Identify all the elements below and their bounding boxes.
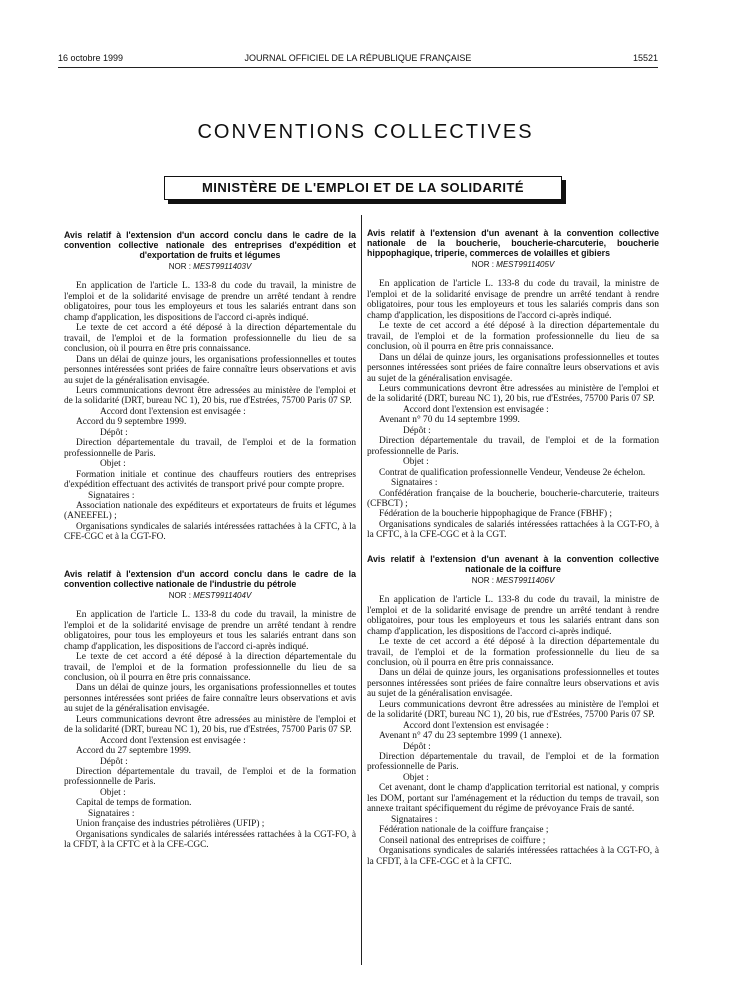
column-divider	[361, 215, 362, 965]
nor-label: NOR :	[471, 260, 494, 269]
accord-value: Accord du 9 septembre 1999.	[76, 417, 187, 428]
nor-reference	[367, 260, 659, 270]
nor-label: NOR :	[168, 262, 191, 271]
nor-reference	[64, 262, 356, 272]
paragraph: En application de l'article L. 133-8 du code du travail, la ministre de l'emploi et de la solidarité envisage de prendre un arrêté tendant à rendre obligatoires, pour tous les employeurs et tous les salariés entrant dans son champ d'application, les dispositions de l'accord ci-après indiqué.	[367, 595, 659, 637]
objet-value: Formation initiale et continue des chauffeurs routiers des entreprises d'expédition effectuant des activités de transport privé pour compte propre.	[64, 469, 356, 491]
paragraph: Dans un délai de quinze jours, les organisations professionnelles et toutes personnes intéressées sont priées de faire connaître leurs observations et avis au sujet de la généralisation envisagée.	[367, 668, 659, 700]
paragraph: Dans un délai de quinze jours, les organisations professionnelles et toutes personnes intéressées sont priées de faire connaître leurs observations et avis au sujet de la généralisation envisagée.	[367, 352, 659, 384]
accord-label: Accord dont l'extension est envisagée :	[100, 406, 246, 417]
depot-label: Dépôt :	[403, 425, 431, 436]
objet-label: Objet :	[100, 459, 126, 470]
paragraph: Leurs communications devront être adressées au ministère de l'emploi et de la solidarité (DRT, bureau NC 1), 20 bis, rue d'Estrées, 75700 Paris 07 SP.	[367, 699, 659, 721]
journal-name: JOURNAL OFFICIEL DE LA RÉPUBLIQUE FRANÇAISE	[244, 53, 472, 63]
issue-date: 16 octobre 1999	[58, 53, 124, 63]
signataire: Union française des industries pétrolières (UFIP) ;	[76, 819, 265, 830]
paragraph: Le texte de cet accord a été déposé à la direction départementale du travail, de l'emploi et de la formation professionnelle du lieu de sa conclusion, où il pourra en être pris connaissance.	[64, 652, 356, 683]
depot-value: Direction départementale du travail, de l'emploi et de la formation professionnelle de Paris.	[367, 436, 659, 457]
paragraph: En application de l'article L. 133-8 du code du travail, la ministre de l'emploi et de la solidarité envisage de prendre un arrêté tendant à rendre obligatoires, pour tous les employeurs et tous les salariés compris dans son champ d'application, les dispositions de l'accord ci-après indiqué.	[367, 279, 659, 321]
signataires-label: Signataires :	[391, 814, 438, 825]
objet-label: Objet :	[403, 457, 429, 468]
depot-value: Direction départementale du travail, de l'emploi et de la formation professionnelle de Paris.	[64, 767, 356, 788]
section-title: CONVENTIONS COLLECTIVES	[197, 121, 534, 143]
signataire: Fédération nationale de la coiffure française ;	[379, 825, 549, 836]
accord-label: Accord dont l'extension est envisagée :	[100, 735, 246, 746]
nor-reference	[64, 591, 356, 601]
nor-code: MEST9911405V	[496, 260, 555, 269]
notice	[367, 554, 659, 867]
signataire: Organisations syndicales de salariés intéressées rattachées à la CGT-FO, à la CFTC, à la CFE-CGC et à la CGT.	[367, 519, 659, 541]
depot-label: Dépôt :	[100, 756, 128, 767]
paragraph: Dans un délai de quinze jours, les organisations professionnelles et toutes personnes intéressées sont priées de faire connaître leurs observations et avis au sujet de la généralisation envisagée.	[64, 683, 356, 715]
objet-value: Contrat de qualification professionnelle Vendeur, Vendeuse 2e échelon.	[379, 467, 646, 478]
paragraph: Le texte de cet accord a été déposé à la direction départementale du travail, de l'emploi et de la formation professionnelle du lieu de sa conclusion, où il pourra en être pris connaissance.	[367, 637, 659, 668]
signataire: Organisations syndicales de salariés intéressées rattachées à la CFTC, à la CFE-CGC et à la CGT-FO.	[64, 521, 356, 543]
notice-title: Avis relatif à l'extension d'un avenant à la convention collective nationale de la coiffure	[367, 553, 659, 574]
page-number: 15521	[632, 53, 658, 63]
nor-code: MEST9911406V	[496, 575, 555, 585]
notice-title: Avis relatif à l'extension d'un accord conclu dans le cadre de la convention collective nationale de l'industrie du pétrole	[64, 568, 356, 589]
right-column	[367, 228, 659, 867]
accord-label: Accord dont l'extension est envisagée :	[403, 720, 549, 731]
signataire: Association nationale des expéditeurs et exportateurs de fruits et légumes (ANEEFEL) ;	[64, 500, 356, 522]
nor-label: NOR :	[168, 590, 191, 600]
signataire: Conseil national des entreprises de coiffure ;	[379, 835, 546, 846]
signataires-label: Signataires :	[391, 478, 438, 489]
nor-code: MEST9911404V	[193, 590, 252, 600]
signataire: Confédération française de la boucherie, boucherie-charcuterie, traiteurs (CFBCT) ;	[367, 488, 659, 509]
notice	[64, 230, 356, 543]
accord-value: Accord du 27 septembre 1999.	[76, 746, 191, 757]
paragraph: Leurs communications devront être adressées au ministère de l'emploi et de la solidarité (DRT, bureau NC 1), 20 bis, rue d'Estrées, 75700 Paris 07 SP.	[367, 383, 659, 405]
signataire: Fédération de la boucherie hippophagique de France (FBHF) ;	[379, 509, 613, 520]
signataire: Organisations syndicales de salariés intéressées rattachées à la CGT-FO, à la CFDT, à la CFE-CGC et à la CFTC.	[367, 846, 659, 867]
paragraph: Dans un délai de quinze jours, les organisations professionnelles et toutes personnes intéressées sont priées de faire connaître leurs observations et avis au sujet de la généralisation envisagée.	[64, 354, 356, 386]
nor-reference	[367, 576, 659, 586]
accord-value: Avenant n° 70 du 14 septembre 1999.	[379, 415, 520, 426]
paragraph: Leurs communications devront être adressées au ministère de l'emploi et de la solidarité (DRT, bureau NC 1), 20 bis, rue d'Estrées, 75700 Paris 07 SP.	[64, 714, 356, 736]
objet-label: Objet :	[100, 787, 126, 798]
objet-label: Objet :	[403, 772, 429, 783]
objet-value: Cet avenant, dont le champ d'application territorial est national, y compris les DOM, portant sur l'aménagement et la réduction du temps de travail, son annexe traitant spécifiquement du régime de prévoyance Frais de santé.	[367, 783, 659, 815]
signataires-label: Signataires :	[88, 808, 135, 819]
depot-label: Dépôt :	[100, 427, 128, 438]
paragraph: En application de l'article L. 133-8 du code du travail, la ministre de l'emploi et de la solidarité envisage de prendre un arrêté tendant à rendre obligatoires, pour tous les employeurs et tous les salariés entrant dans son champ d'application, les dispositions de l'accord ci-après indiqué.	[64, 610, 356, 652]
ministry-banner: MINISTÈRE DE L'EMPLOI ET DE LA SOLIDARITÉ	[164, 176, 562, 200]
paragraph: Le texte de cet accord a été déposé à la direction départementale du travail, de l'emploi et de la formation professionnelle du lieu de sa conclusion, où il pourra en être pris connaissance.	[367, 321, 659, 353]
depot-value: Direction départementale du travail, de l'emploi et de la formation professionnelle de Paris.	[64, 438, 356, 459]
accord-label: Accord dont l'extension est envisagée :	[403, 404, 549, 415]
signataires-label: Signataires :	[88, 490, 135, 501]
notice	[367, 228, 659, 541]
nor-code: MEST9911403V	[193, 262, 252, 271]
paragraph: En application de l'article L. 133-8 du code du travail, la ministre de l'emploi et de la solidarité envisage de prendre un arrêté tendant à rendre obligatoires, pour tous les employeurs et tous les salariés entrant dans son champ d'application, les dispositions de l'accord ci-après indiqué.	[64, 281, 356, 323]
depot-value: Direction départementale du travail, de l'emploi et de la formation professionnelle de Paris.	[367, 752, 659, 773]
notice-title: Avis relatif à l'extension d'un avenant à la convention collective nationale de la boucherie, boucherie-charcuterie, boucherie hippophagique, triperie, commerces de volailles et gibiers	[367, 228, 659, 258]
notice	[64, 569, 356, 851]
accord-value: Avenant n° 47 du 23 septembre 1999 (1 annexe).	[379, 731, 562, 742]
nor-label: NOR :	[471, 575, 494, 585]
objet-value: Capital de temps de formation.	[76, 798, 192, 809]
paragraph: Le texte de cet accord a été déposé à la direction départementale du travail, de l'emploi et de la formation professionnelle du lieu de sa conclusion, où il pourra en être pris connaissance.	[64, 323, 356, 355]
running-header	[58, 53, 658, 68]
depot-label: Dépôt :	[403, 741, 431, 752]
signataire: Organisations syndicales de salariés intéressées rattachées à la CGT-FO, à la CFDT, à la CFTC et à la CFE-CGC.	[64, 829, 356, 851]
notice-title: Avis relatif à l'extension d'un accord conclu dans le cadre de la convention collective nationale des entreprises d'expédition et d'exportation de fruits et légumes	[64, 230, 356, 260]
paragraph: Leurs communications devront être adressées au ministère de l'emploi et de la solidarité (DRT, bureau NC 1), 20 bis, rue d'Estrées, 75700 Paris 07 SP.	[64, 385, 356, 407]
left-column	[64, 230, 356, 851]
